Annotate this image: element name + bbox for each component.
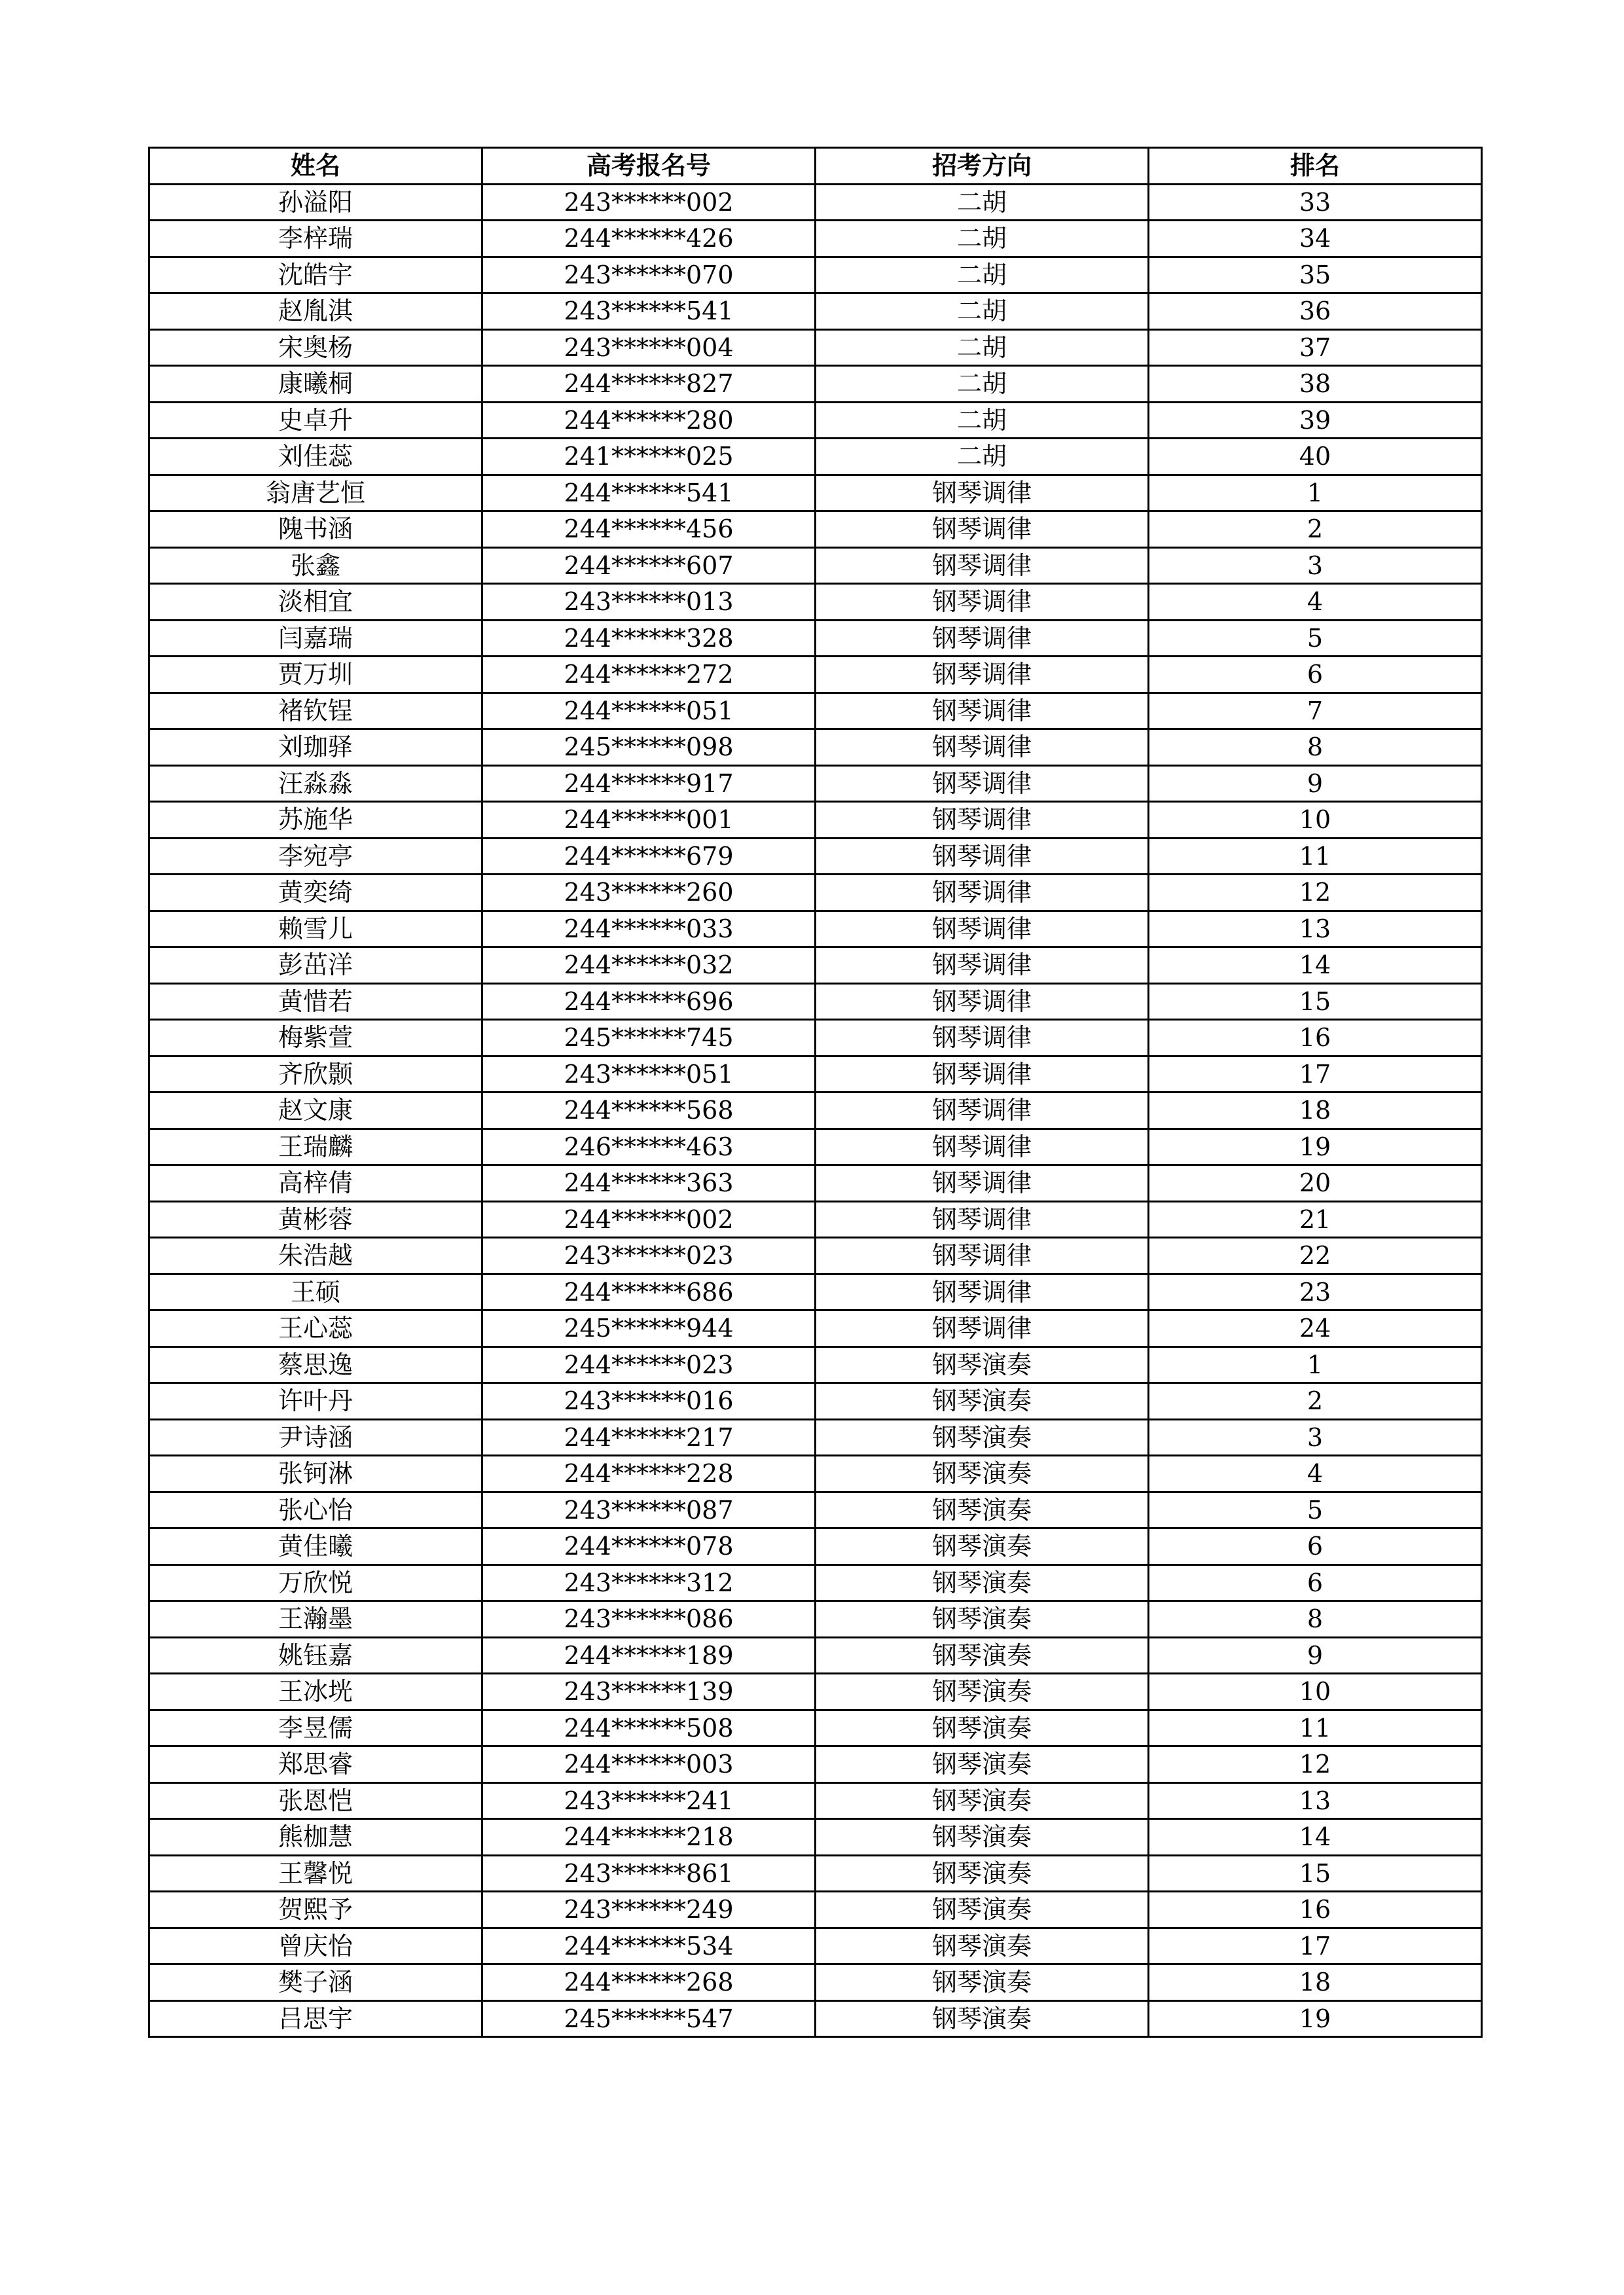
cell-rank: 1 <box>1149 475 1482 511</box>
table-row <box>149 221 1482 257</box>
ranking-table <box>148 147 1483 2038</box>
cell-rank: 4 <box>1149 584 1482 621</box>
cell-rank: 16 <box>1149 1020 1482 1057</box>
cell-name: 黄佳曦 <box>149 1528 482 1565</box>
cell-rank: 15 <box>1149 1855 1482 1892</box>
cell-registration-number: 244******023 <box>482 1346 816 1383</box>
cell-registration-number: 243******312 <box>482 1564 816 1601</box>
cell-registration-number: 245******098 <box>482 729 816 766</box>
cell-registration-number: 243******249 <box>482 1892 816 1928</box>
table-row <box>149 1892 1482 1928</box>
cell-registration-number: 245******944 <box>482 1310 816 1347</box>
cell-rank: 33 <box>1149 184 1482 221</box>
cell-name: 王瑞麟 <box>149 1129 482 1165</box>
cell-registration-number: 243******241 <box>482 1782 816 1819</box>
cell-direction: 钢琴演奏 <box>816 1564 1149 1601</box>
table-row <box>149 1782 1482 1819</box>
cell-rank: 13 <box>1149 1782 1482 1819</box>
table-row <box>149 329 1482 366</box>
cell-direction: 二胡 <box>816 366 1149 403</box>
cell-direction: 钢琴调律 <box>816 1056 1149 1093</box>
cell-name: 王冰垙 <box>149 1674 482 1710</box>
cell-rank: 17 <box>1149 1928 1482 1964</box>
cell-registration-number: 244******033 <box>482 911 816 947</box>
cell-name: 姚钰嘉 <box>149 1637 482 1674</box>
table-row <box>149 1710 1482 1746</box>
table-row <box>149 947 1482 984</box>
cell-direction: 钢琴调律 <box>816 802 1149 839</box>
table-row <box>149 1928 1482 1964</box>
cell-direction: 钢琴演奏 <box>816 1528 1149 1565</box>
cell-registration-number: 244******217 <box>482 1419 816 1456</box>
table-row <box>149 875 1482 911</box>
cell-registration-number: 244******078 <box>482 1528 816 1565</box>
table-header-row <box>149 148 1482 185</box>
cell-registration-number: 244******280 <box>482 402 816 439</box>
table-row <box>149 257 1482 293</box>
table-row <box>149 1528 1482 1565</box>
cell-name: 王馨悦 <box>149 1855 482 1892</box>
cell-rank: 11 <box>1149 1710 1482 1746</box>
table-row <box>149 1310 1482 1347</box>
cell-rank: 9 <box>1149 1637 1482 1674</box>
cell-rank: 35 <box>1149 257 1482 293</box>
header-rank: 排名 <box>1149 148 1482 185</box>
table-row <box>149 1165 1482 1202</box>
cell-registration-number: 244******032 <box>482 947 816 984</box>
cell-direction: 钢琴调律 <box>816 620 1149 657</box>
cell-name: 张恩恺 <box>149 1782 482 1819</box>
table-row <box>149 2000 1482 2037</box>
cell-direction: 钢琴调律 <box>816 947 1149 984</box>
cell-name: 赵文康 <box>149 1093 482 1129</box>
cell-direction: 钢琴演奏 <box>816 1819 1149 1856</box>
cell-rank: 4 <box>1149 1456 1482 1492</box>
cell-rank: 36 <box>1149 293 1482 330</box>
cell-name: 梅紫萱 <box>149 1020 482 1057</box>
cell-direction: 钢琴演奏 <box>816 1746 1149 1783</box>
table-row <box>149 1346 1482 1383</box>
cell-direction: 钢琴演奏 <box>816 1601 1149 1638</box>
cell-name: 刘珈驿 <box>149 729 482 766</box>
cell-registration-number: 245******745 <box>482 1020 816 1057</box>
cell-registration-number: 244******456 <box>482 511 816 548</box>
cell-name: 康曦桐 <box>149 366 482 403</box>
cell-rank: 19 <box>1149 1129 1482 1165</box>
table-row <box>149 1855 1482 1892</box>
cell-direction: 钢琴演奏 <box>816 1964 1149 2001</box>
cell-rank: 2 <box>1149 511 1482 548</box>
cell-rank: 8 <box>1149 1601 1482 1638</box>
cell-registration-number: 244******827 <box>482 366 816 403</box>
cell-registration-number: 244******426 <box>482 221 816 257</box>
cell-name: 王心蕊 <box>149 1310 482 1347</box>
cell-rank: 24 <box>1149 1310 1482 1347</box>
cell-direction: 钢琴演奏 <box>816 1456 1149 1492</box>
cell-name: 张钶淋 <box>149 1456 482 1492</box>
cell-rank: 15 <box>1149 983 1482 1020</box>
table-row <box>149 1274 1482 1310</box>
cell-direction: 钢琴演奏 <box>816 1346 1149 1383</box>
cell-registration-number: 243******861 <box>482 1855 816 1892</box>
table-row <box>149 1637 1482 1674</box>
cell-rank: 6 <box>1149 1528 1482 1565</box>
cell-name: 万欣悦 <box>149 1564 482 1601</box>
cell-rank: 18 <box>1149 1093 1482 1129</box>
cell-registration-number: 244******568 <box>482 1093 816 1129</box>
cell-registration-number: 244******051 <box>482 693 816 729</box>
cell-rank: 10 <box>1149 802 1482 839</box>
cell-registration-number: 244******917 <box>482 765 816 802</box>
table-row <box>149 838 1482 875</box>
cell-rank: 16 <box>1149 1892 1482 1928</box>
cell-rank: 3 <box>1149 547 1482 584</box>
cell-rank: 13 <box>1149 911 1482 947</box>
cell-rank: 14 <box>1149 1819 1482 1856</box>
cell-direction: 钢琴调律 <box>816 838 1149 875</box>
cell-name: 彭茁洋 <box>149 947 482 984</box>
cell-direction: 钢琴演奏 <box>816 2000 1149 2037</box>
cell-registration-number: 244******686 <box>482 1274 816 1310</box>
cell-rank: 8 <box>1149 729 1482 766</box>
cell-rank: 12 <box>1149 875 1482 911</box>
table-row <box>149 620 1482 657</box>
header-name: 姓名 <box>149 148 482 185</box>
cell-registration-number: 244******541 <box>482 475 816 511</box>
cell-name: 李梓瑞 <box>149 221 482 257</box>
cell-name: 刘佳蕊 <box>149 439 482 475</box>
cell-direction: 钢琴演奏 <box>816 1492 1149 1528</box>
cell-direction: 钢琴演奏 <box>816 1710 1149 1746</box>
table-row <box>149 1383 1482 1420</box>
cell-direction: 二胡 <box>816 329 1149 366</box>
table-row <box>149 584 1482 621</box>
table-row <box>149 911 1482 947</box>
cell-rank: 22 <box>1149 1238 1482 1274</box>
table-row <box>149 729 1482 766</box>
cell-registration-number: 243******023 <box>482 1238 816 1274</box>
cell-direction: 钢琴调律 <box>816 1020 1149 1057</box>
table-row <box>149 1601 1482 1638</box>
table-row <box>149 693 1482 729</box>
cell-direction: 二胡 <box>816 184 1149 221</box>
cell-rank: 10 <box>1149 1674 1482 1710</box>
cell-direction: 钢琴演奏 <box>816 1419 1149 1456</box>
cell-registration-number: 244******607 <box>482 547 816 584</box>
cell-direction: 钢琴调律 <box>816 1165 1149 1202</box>
table-row <box>149 439 1482 475</box>
table-row <box>149 1964 1482 2001</box>
cell-direction: 钢琴调律 <box>816 1274 1149 1310</box>
table-row <box>149 475 1482 511</box>
header-registration-number: 高考报名号 <box>482 148 816 185</box>
cell-registration-number: 246******463 <box>482 1129 816 1165</box>
cell-name: 蔡思逸 <box>149 1346 482 1383</box>
table-row <box>149 1456 1482 1492</box>
cell-name: 赖雪儿 <box>149 911 482 947</box>
cell-rank: 40 <box>1149 439 1482 475</box>
cell-direction: 二胡 <box>816 257 1149 293</box>
cell-rank: 5 <box>1149 620 1482 657</box>
cell-registration-number: 243******087 <box>482 1492 816 1528</box>
cell-direction: 钢琴调律 <box>816 875 1149 911</box>
cell-rank: 18 <box>1149 1964 1482 2001</box>
cell-name: 张心怡 <box>149 1492 482 1528</box>
cell-rank: 20 <box>1149 1165 1482 1202</box>
table-row <box>149 657 1482 693</box>
cell-direction: 二胡 <box>816 439 1149 475</box>
cell-name: 贾万圳 <box>149 657 482 693</box>
table-row <box>149 1020 1482 1057</box>
cell-name: 贺熙予 <box>149 1892 482 1928</box>
cell-rank: 6 <box>1149 1564 1482 1601</box>
cell-name: 熊枷慧 <box>149 1819 482 1856</box>
cell-registration-number: 244******001 <box>482 802 816 839</box>
cell-name: 孙溢阳 <box>149 184 482 221</box>
table-row <box>149 1129 1482 1165</box>
cell-direction: 钢琴调律 <box>816 911 1149 947</box>
table-row <box>149 293 1482 330</box>
cell-registration-number: 244******272 <box>482 657 816 693</box>
cell-rank: 2 <box>1149 1383 1482 1420</box>
cell-name: 许叶丹 <box>149 1383 482 1420</box>
cell-name: 王瀚墨 <box>149 1601 482 1638</box>
cell-registration-number: 244******679 <box>482 838 816 875</box>
cell-direction: 钢琴调律 <box>816 475 1149 511</box>
cell-direction: 钢琴演奏 <box>816 1855 1149 1892</box>
cell-registration-number: 244******363 <box>482 1165 816 1202</box>
cell-name: 郑思睿 <box>149 1746 482 1783</box>
cell-direction: 钢琴演奏 <box>816 1892 1149 1928</box>
table-row <box>149 1201 1482 1238</box>
cell-direction: 钢琴调律 <box>816 1238 1149 1274</box>
table-row <box>149 765 1482 802</box>
table-row <box>149 511 1482 548</box>
cell-rank: 3 <box>1149 1419 1482 1456</box>
table-row <box>149 1056 1482 1093</box>
cell-name: 沈皓宇 <box>149 257 482 293</box>
cell-direction: 钢琴调律 <box>816 1310 1149 1347</box>
cell-registration-number: 244******189 <box>482 1637 816 1674</box>
cell-rank: 11 <box>1149 838 1482 875</box>
cell-registration-number: 245******547 <box>482 2000 816 2037</box>
header-direction: 招考方向 <box>816 148 1149 185</box>
cell-direction: 钢琴调律 <box>816 729 1149 766</box>
cell-rank: 39 <box>1149 402 1482 439</box>
cell-registration-number: 241******025 <box>482 439 816 475</box>
cell-registration-number: 244******003 <box>482 1746 816 1783</box>
cell-name: 汪淼淼 <box>149 765 482 802</box>
table-row <box>149 802 1482 839</box>
cell-name: 李昱儒 <box>149 1710 482 1746</box>
cell-registration-number: 243******541 <box>482 293 816 330</box>
cell-registration-number: 243******002 <box>482 184 816 221</box>
cell-registration-number: 243******070 <box>482 257 816 293</box>
table-row <box>149 1746 1482 1783</box>
table-row <box>149 184 1482 221</box>
cell-direction: 钢琴调律 <box>816 1129 1149 1165</box>
table-row <box>149 983 1482 1020</box>
cell-registration-number: 244******534 <box>482 1928 816 1964</box>
cell-direction: 钢琴演奏 <box>816 1674 1149 1710</box>
cell-name: 尹诗涵 <box>149 1419 482 1456</box>
cell-name: 高梓倩 <box>149 1165 482 1202</box>
cell-registration-number: 244******228 <box>482 1456 816 1492</box>
cell-registration-number: 243******139 <box>482 1674 816 1710</box>
table-row <box>149 1492 1482 1528</box>
cell-direction: 钢琴调律 <box>816 1201 1149 1238</box>
cell-rank: 21 <box>1149 1201 1482 1238</box>
table-row <box>149 1238 1482 1274</box>
cell-rank: 6 <box>1149 657 1482 693</box>
cell-name: 吕思宇 <box>149 2000 482 2037</box>
cell-direction: 钢琴调律 <box>816 765 1149 802</box>
cell-direction: 钢琴演奏 <box>816 1383 1149 1420</box>
cell-direction: 二胡 <box>816 402 1149 439</box>
cell-direction: 钢琴调律 <box>816 693 1149 729</box>
cell-registration-number: 244******328 <box>482 620 816 657</box>
cell-name: 朱浩越 <box>149 1238 482 1274</box>
cell-name: 苏施华 <box>149 802 482 839</box>
cell-registration-number: 243******016 <box>482 1383 816 1420</box>
cell-name: 翁唐艺恒 <box>149 475 482 511</box>
cell-direction: 钢琴调律 <box>816 1093 1149 1129</box>
cell-direction: 钢琴调律 <box>816 511 1149 548</box>
table-row <box>149 547 1482 584</box>
cell-rank: 7 <box>1149 693 1482 729</box>
cell-rank: 34 <box>1149 221 1482 257</box>
cell-direction: 二胡 <box>816 293 1149 330</box>
cell-registration-number: 244******002 <box>482 1201 816 1238</box>
table-row <box>149 1819 1482 1856</box>
cell-name: 曾庆怡 <box>149 1928 482 1964</box>
cell-name: 淡相宜 <box>149 584 482 621</box>
cell-rank: 9 <box>1149 765 1482 802</box>
table-body <box>149 184 1482 2037</box>
cell-registration-number: 243******260 <box>482 875 816 911</box>
cell-name: 褚钦锃 <box>149 693 482 729</box>
cell-registration-number: 244******508 <box>482 1710 816 1746</box>
cell-name: 王硕 <box>149 1274 482 1310</box>
cell-name: 宋奥杨 <box>149 329 482 366</box>
cell-rank: 17 <box>1149 1056 1482 1093</box>
cell-direction: 钢琴演奏 <box>816 1782 1149 1819</box>
cell-rank: 19 <box>1149 2000 1482 2037</box>
cell-registration-number: 244******696 <box>482 983 816 1020</box>
cell-rank: 38 <box>1149 366 1482 403</box>
cell-rank: 14 <box>1149 947 1482 984</box>
cell-name: 黄彬蓉 <box>149 1201 482 1238</box>
cell-direction: 二胡 <box>816 221 1149 257</box>
cell-direction: 钢琴演奏 <box>816 1928 1149 1964</box>
cell-direction: 钢琴调律 <box>816 584 1149 621</box>
cell-registration-number: 243******004 <box>482 329 816 366</box>
cell-registration-number: 244******268 <box>482 1964 816 2001</box>
cell-name: 张鑫 <box>149 547 482 584</box>
cell-name: 樊子涵 <box>149 1964 482 2001</box>
table-row <box>149 1419 1482 1456</box>
table-row <box>149 1564 1482 1601</box>
cell-name: 黄惜若 <box>149 983 482 1020</box>
cell-name: 闫嘉瑞 <box>149 620 482 657</box>
cell-name: 齐欣颢 <box>149 1056 482 1093</box>
cell-rank: 1 <box>1149 1346 1482 1383</box>
cell-name: 黄奕绮 <box>149 875 482 911</box>
table-row <box>149 1674 1482 1710</box>
cell-rank: 5 <box>1149 1492 1482 1528</box>
cell-registration-number: 243******051 <box>482 1056 816 1093</box>
cell-name: 隗书涵 <box>149 511 482 548</box>
cell-rank: 37 <box>1149 329 1482 366</box>
cell-registration-number: 243******086 <box>482 1601 816 1638</box>
cell-name: 李宛亭 <box>149 838 482 875</box>
cell-name: 史卓升 <box>149 402 482 439</box>
cell-name: 赵胤淇 <box>149 293 482 330</box>
cell-direction: 钢琴调律 <box>816 657 1149 693</box>
cell-rank: 23 <box>1149 1274 1482 1310</box>
cell-direction: 钢琴调律 <box>816 547 1149 584</box>
cell-registration-number: 243******013 <box>482 584 816 621</box>
cell-registration-number: 244******218 <box>482 1819 816 1856</box>
table-row <box>149 1093 1482 1129</box>
cell-rank: 12 <box>1149 1746 1482 1783</box>
cell-direction: 钢琴调律 <box>816 983 1149 1020</box>
cell-direction: 钢琴演奏 <box>816 1637 1149 1674</box>
table-row <box>149 366 1482 403</box>
table-row <box>149 402 1482 439</box>
